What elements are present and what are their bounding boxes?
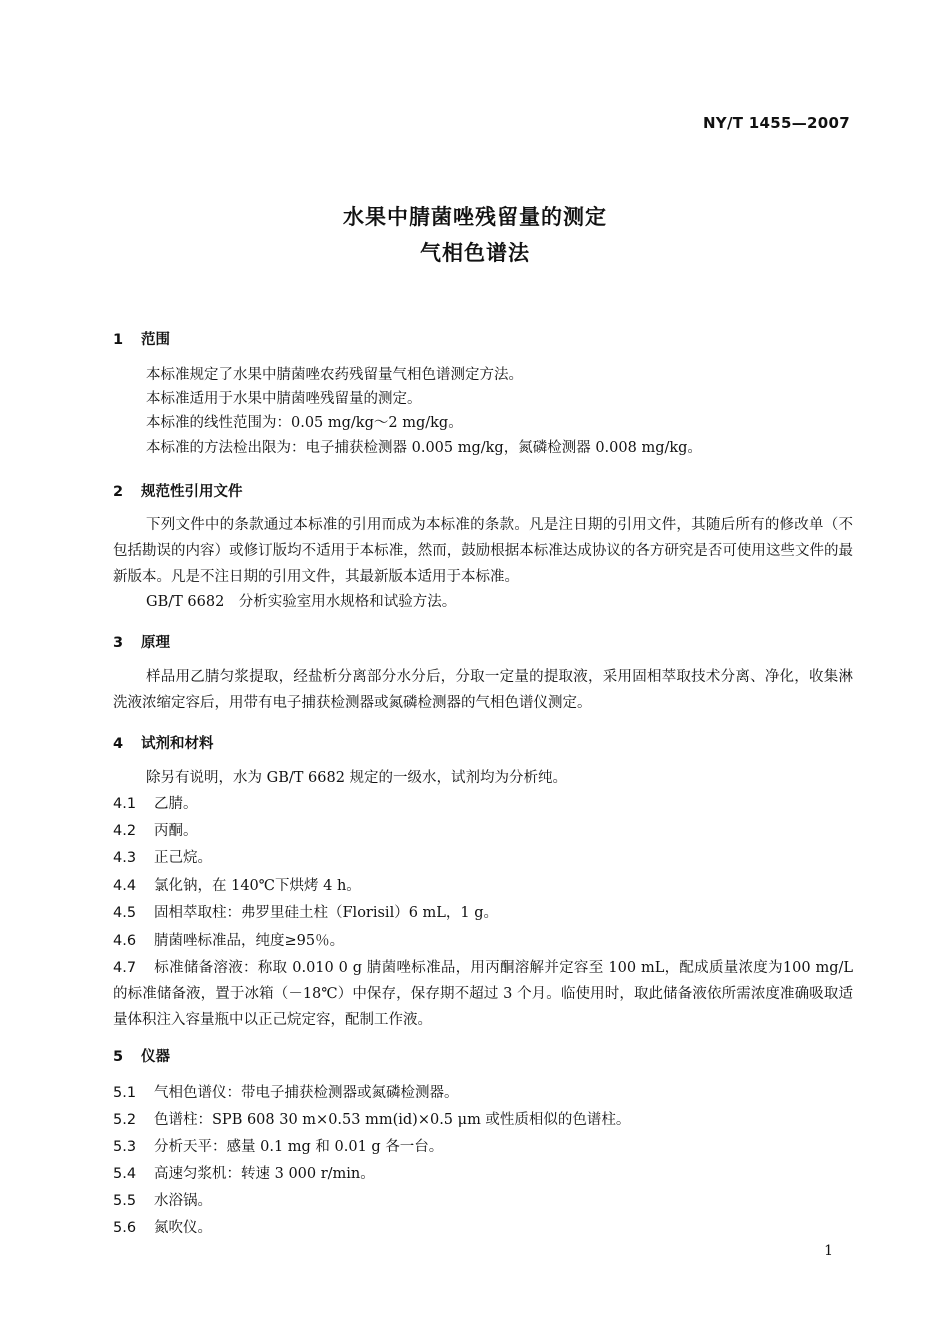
reagent-item: 4.6 腈菌唑标准品，纯度≥95％。: [113, 933, 345, 949]
references-paragraph: 下列文件中的条款通过本标准的引用而成为本标准的条款。凡是注日期的引用文件，其随后所有的修改单（不包括勘误的内容）或修订版均不适用于本标准，然而，鼓励根据本标准达成协议的各方研究是否可使用这些文件的最新版本。凡是不注日期的引用文件，其最新版本适用于本标准。: [113, 517, 853, 585]
scope-line-1: 本标准规定了水果中腈菌唑农药残留量气相色谱测定方法。: [146, 367, 523, 383]
scope-line-4: 本标准的方法检出限为：电子捕获检测器 0.005 mg/kg，氮磷检测器 0.008 mg/kg。: [146, 440, 702, 456]
section-title: 原理: [141, 635, 170, 651]
section-heading-scope: [113, 328, 170, 349]
reference-item: GB/T 6682 分析实验室用水规格和试验方法。: [146, 594, 457, 610]
apparatus-item: 5.3 分析天平：感量 0.1 mg 和 0.01 g 各一台。: [113, 1139, 444, 1155]
reagents-intro: 除另有说明，水为 GB/T 6682 规定的一级水，试剂均为分析纯。: [146, 770, 568, 786]
section-number: 3: [113, 635, 124, 651]
section-title: 试剂和材料: [141, 736, 214, 752]
apparatus-item: 5.1 气相色谱仪：带电子捕获检测器或氮磷检测器。: [113, 1085, 459, 1101]
reagent-item: 4.2 丙酮。: [113, 823, 198, 839]
section-number: 5: [113, 1049, 124, 1065]
document-subtitle: 气相色谱法: [420, 241, 530, 265]
reagent-item-stock-solution: 4.7 标准储备溶液：称取 0.010 0 g 腈菌唑标准品，用丙酮溶解并定容至 100 mL，配成质量浓度为100 mg/L的标准储备液，置于冰箱（－18℃）中保存，保存期不超过 3 个月。临使用时，取此储备液依所需浓度准确吸取适量体积注入容量瓶中以正己烷定容，配制工作液。: [113, 960, 853, 1028]
standard-code: NY/T 1455—2007: [702, 114, 850, 132]
page-number: 1: [824, 1243, 833, 1259]
apparatus-item: 5.2 色谱柱：SPB 608 30 m×0.53 mm(id)×0.5 μm 或性质相似的色谱柱。: [113, 1112, 631, 1128]
section-heading-reagents: [113, 732, 214, 753]
apparatus-item: 5.4 高速匀浆机：转速 3 000 r/min。: [113, 1166, 375, 1182]
reagent-item: 4.4 氯化钠，在 140℃下烘烤 4 h。: [113, 878, 361, 894]
section-title: 范围: [141, 332, 170, 348]
section-number: 1: [113, 332, 124, 348]
section-title: 仪器: [141, 1049, 170, 1065]
scope-line-2: 本标准适用于水果中腈菌唑残留量的测定。: [146, 391, 422, 407]
apparatus-item: 5.5 水浴锅。: [113, 1193, 212, 1209]
section-number: 4: [113, 736, 124, 752]
section-heading-principle: [113, 631, 170, 652]
principle-paragraph: 样品用乙腈匀浆提取，经盐析分离部分水分后，分取一定量的提取液，采用固相萃取技术分离、净化，收集淋洗液浓缩定容后，用带有电子捕获检测器或氮磷检测器的气相色谱仪测定。: [113, 669, 853, 711]
section-heading-apparatus: [113, 1045, 170, 1066]
section-heading-normative-references: [113, 480, 243, 501]
reagent-item: 4.3 正己烷。: [113, 850, 212, 866]
document-title: 水果中腈菌唑残留量的测定: [343, 205, 607, 229]
apparatus-item: 5.6 氮吹仪。: [113, 1220, 212, 1236]
scope-line-3: 本标准的线性范围为：0.05 mg/kg～2 mg/kg。: [146, 415, 463, 431]
section-number: 2: [113, 484, 124, 500]
section-title: 规范性引用文件: [141, 484, 243, 500]
reagent-item: 4.5 固相萃取柱：弗罗里硅土柱（Florisil）6 mL，1 g。: [113, 905, 499, 921]
reagent-item: 4.1 乙腈。: [113, 796, 198, 812]
